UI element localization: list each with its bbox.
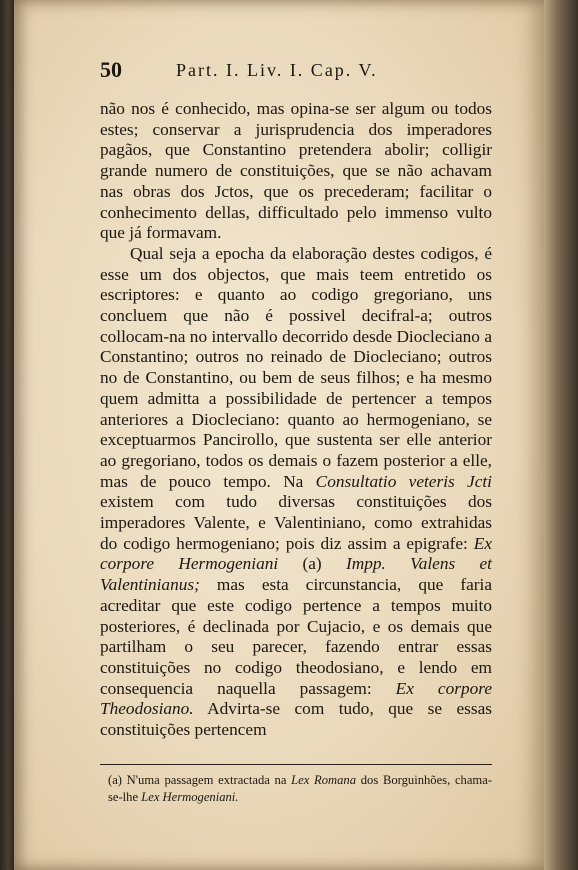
italic-title-consultatio: Consultatio veteris Jcti	[315, 471, 492, 491]
footnote-text: (a) N'uma passagem extractada na	[108, 773, 292, 787]
footnote-italic-lex-hermogeniani: Lex Hermogeniani.	[141, 789, 239, 804]
text-run: Advirta-se com tudo, que se essas constituições pertencem	[100, 699, 492, 740]
page-header	[86, 57, 466, 87]
footnote	[108, 772, 492, 805]
footnote-marker: (a)	[278, 554, 346, 574]
text-run: mas esta circunstancia, que faria acreditar que este codigo pertence a tempos muito posteriores, é declinada por Cujacio, e os demais que partilham o seu parecer, fazendo entrar essas constituições no codigo theodosiano, e lendo em consequencia naquella passagem:	[100, 575, 492, 698]
page-number: 50	[100, 57, 122, 82]
footnote-italic-lex-romana: Lex Romana	[291, 773, 357, 787]
paragraph-2	[100, 244, 492, 741]
running-head: Part. I. Liv. I. Cap. V.	[176, 60, 378, 80]
paragraph-1: não nos é conhecido, mas opina-se ser algum ou todos estes; conservar a jurisprudencia dos imperadores pagãos, que Constantino pretendera abolir; colligir grande numero de constituições, que se não achavam nas obras dos Jctos, que os precederam; facilitar o conhecimento dellas, difficultado pelo immenso vulto que já formavam.	[100, 99, 492, 243]
text-run: Qual seja a epocha da elaboração destes codigos, é esse um dos objectos, que mais teem entretido os escriptores: e quanto ao codigo gregoriano, uns concluem que não é possivel decifral-a; outros collocam-na no intervallo decorrido desde Diocleciano a Constantino; outros no reinado de Diocleciano; outros no de Constantino, ou bem de seus filhos; e ha mesmo quem admitta a possibilidade de pertencer a tempos anteriores a Diocleciano: quanto ao hermogeniano, se exceptuarmos Pancirollo, que sustenta ser elle anterior ao gregoriano, todos os demais o fazem posterior a elle, mas de pouco tempo. Na	[100, 243, 492, 491]
page-edge	[544, 0, 578, 870]
italic-quote-theodosiano: Ex corpore Theodosiano.	[100, 678, 492, 719]
footnote-text: dos Borguinhões, chama-se-lhe	[108, 773, 492, 804]
italic-quote-hermogeniani: Ex corpore Hermogeniani	[100, 533, 492, 574]
text-run: existem com tudo diversas constituições dos imperadores Valente, e Valentiniano, como extrahidas do codigo hermogeniano; pois diz assim a epigrafe:	[100, 492, 492, 553]
body-text	[100, 99, 492, 741]
footnote-rule	[100, 764, 492, 765]
italic-quote-impp: Impp. Valens et Valentinianus;	[100, 554, 492, 595]
